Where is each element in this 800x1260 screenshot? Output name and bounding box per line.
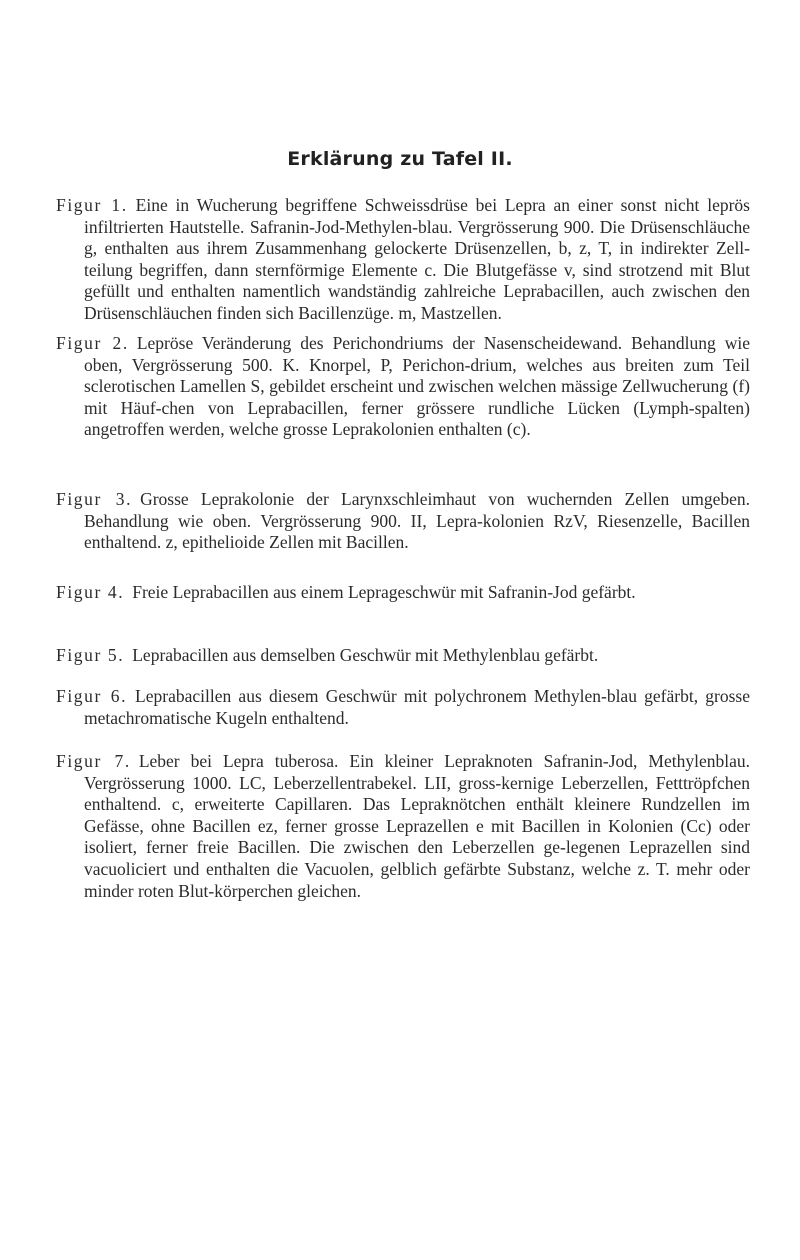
figure-label: Figur 1. xyxy=(56,195,128,215)
figure-label: Figur 3. xyxy=(56,489,133,509)
figure-caption-5 xyxy=(56,645,750,667)
figure-caption-4 xyxy=(56,582,750,604)
figure-text: Leber bei Lepra tuberosa. Ein kleiner Lepraknoten Safranin-Jod, Methylenblau. Vergrösserung 1000. LC, Leberzellentrabekel. LII, gross-kernige Leberzellen, Fetttröpfchen enthaltend. c, erweiterte Capillaren. Das Lepraknötchen enthält kleinere Rundzellen im Gefässe, ohne Bacillen ez, ferner grosse Leprazellen e mit Bacillen in Kolonien (Cc) oder isoliert, ferner freie Bacillen. Die zwischen den Leberzellen ge-legenen Leprazellen sind vacuoliciert und enthalten die Vacuolen, gelblich gefärbte Substanz, welche z. T. mehr oder minder roten Blut-körperchen gleichen. xyxy=(84,751,750,901)
figure-text: Grosse Leprakolonie der Larynxschleimhaut von wuchernden Zellen umgeben. Behandlung wie oben. Vergrösserung 900. II, Lepra-kolonien RzV, Riesenzelle, Bacillen enthaltend. z, epithelioide Zellen mit Bacillen. xyxy=(84,489,750,553)
figure-label: Figur 7. xyxy=(56,751,131,771)
figure-caption-3 xyxy=(56,489,750,554)
figure-text: Lepröse Veränderung des Perichondriums der Nasenscheidewand. Behandlung wie oben, Vergrösserung 500. K. Knorpel, P, Perichon-drium, welches aus breiten zum Teil sclerotischen Lamellen S, gebildet erscheint und zwischen welchen mässige Zellwucherung (f) mit Häuf-chen von Leprabacillen, ferner grössere rundliche Lücken (Lymph-spalten) angetroffen werden, welche grosse Leprakolonien enthalten (c). xyxy=(84,333,750,440)
figure-label: Figur 2. xyxy=(56,333,129,353)
figure-text: Freie Leprabacillen aus einem Leprageschwür mit Safranin-Jod gefärbt. xyxy=(132,582,636,602)
figure-text: Eine in Wucherung begriffene Schweissdrüse bei Lepra an einer sonst nicht leprös infiltrierten Hautstelle. Safranin-Jod-Methylen-blau. Vergrösserung 900. Die Drüsenschläuche g, enthalten aus ihrem Zusammenhang gelockerte Drüsenzellen, b, z, T, in indirekter Zell-teilung begriffen, dann sternförmige Elemente c. Die Blutgefässe v, sind strotzend mit Blut gefüllt und enthalten namentlich wandständig zahlreiche Leprabacillen, auch zwischen den Drüsenschläuchen finden sich Bacillenzüge. m, Mastzellen. xyxy=(84,195,750,323)
figure-text: Leprabacillen aus demselben Geschwür mit Methylenblau gefärbt. xyxy=(132,645,599,665)
figure-label: Figur 6. xyxy=(56,686,128,706)
figure-label: Figur 5. xyxy=(56,645,125,665)
figure-caption-7 xyxy=(56,751,750,902)
figure-caption-6 xyxy=(56,686,750,729)
figure-text: Leprabacillen aus diesem Geschwür mit polychronem Methylen-blau gefärbt, grosse metachromatische Kugeln enthaltend. xyxy=(84,686,750,728)
figure-caption-1 xyxy=(56,195,750,325)
figure-caption-2 xyxy=(56,333,750,441)
page-title: Erklärung zu Tafel II. xyxy=(287,148,513,170)
figure-label: Figur 4. xyxy=(56,582,125,602)
